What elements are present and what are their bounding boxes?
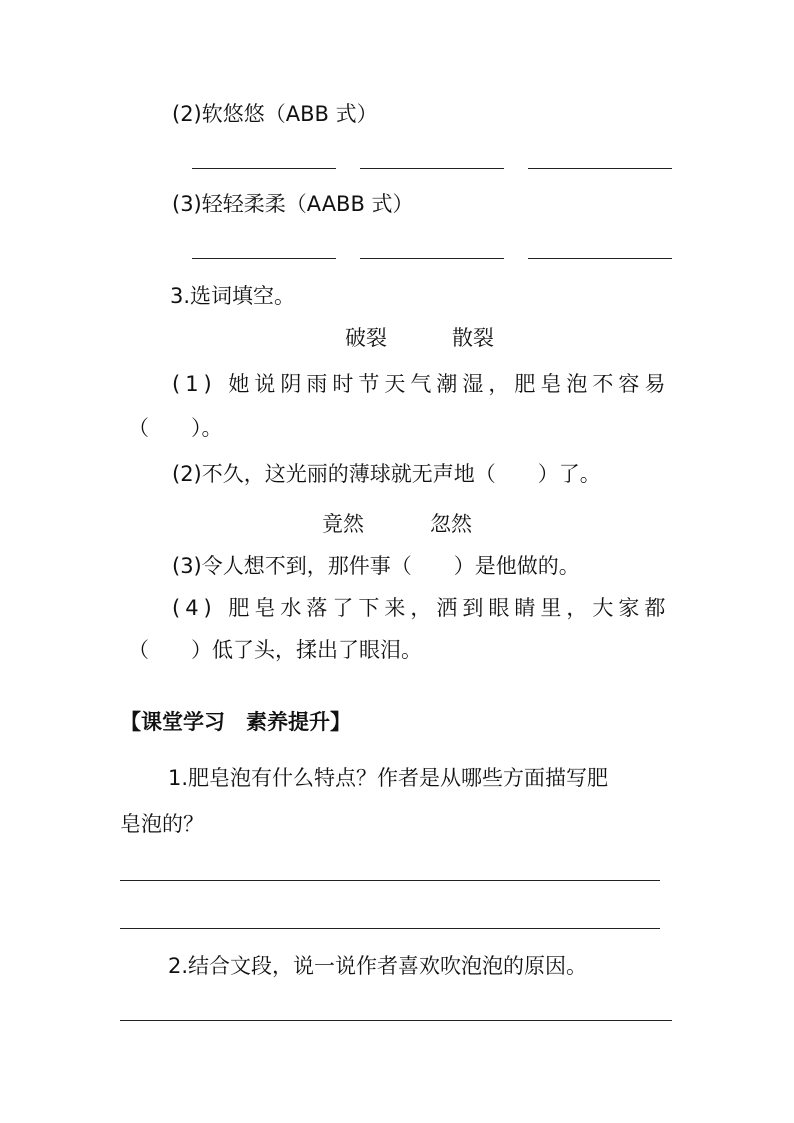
section-question-1-line2: 皂泡的？ bbox=[120, 812, 204, 836]
answer-blank-abb-3[interactable] bbox=[528, 168, 672, 169]
answer-blank-aabb-3[interactable] bbox=[528, 258, 672, 259]
word-option: 竟然 bbox=[322, 512, 364, 536]
answer-blank-aabb-1[interactable] bbox=[192, 258, 336, 259]
answer-blank-abb-2[interactable] bbox=[360, 168, 504, 169]
fill-item-4-line1: (4) 肥皂水落了下来，洒到眼睛里，大家都 bbox=[172, 596, 671, 620]
fill-item-3: (3)令人想不到，那件事（ ）是他做的。 bbox=[172, 554, 580, 578]
section-heading: 【课堂学习 素养提升】 bbox=[120, 710, 351, 734]
item-abb: (2)软悠悠（ABB 式） bbox=[172, 102, 378, 126]
answer-line-2[interactable] bbox=[120, 928, 660, 929]
fill-item-2: (2)不久，这光丽的薄球就无声地（ ）了。 bbox=[172, 462, 601, 486]
word-option: 破裂 bbox=[345, 326, 387, 350]
fill-item-1-line2: （ ）。 bbox=[128, 416, 223, 440]
question-3-title: 3.选词填空。 bbox=[170, 284, 296, 308]
word-option: 忽然 bbox=[430, 512, 472, 536]
answer-line-1[interactable] bbox=[120, 880, 660, 881]
fill-item-4-line2: （ ）低了头，揉出了眼泪。 bbox=[128, 638, 422, 662]
answer-blank-aabb-2[interactable] bbox=[360, 258, 504, 259]
item-aabb: (3)轻轻柔柔（AABB 式） bbox=[172, 192, 414, 216]
word-option: 散裂 bbox=[452, 326, 494, 350]
answer-blank-abb-1[interactable] bbox=[192, 168, 336, 169]
answer-line-3[interactable] bbox=[120, 1020, 672, 1021]
section-question-1-line1: 1.肥皂泡有什么特点？作者是从哪些方面描写肥 bbox=[168, 766, 609, 790]
fill-item-1-line1: (1) 她说阴雨时节天气潮湿，肥皂泡不容易 bbox=[172, 372, 671, 396]
section-question-2: 2.结合文段，说一说作者喜欢吹泡泡的原因。 bbox=[168, 954, 588, 978]
